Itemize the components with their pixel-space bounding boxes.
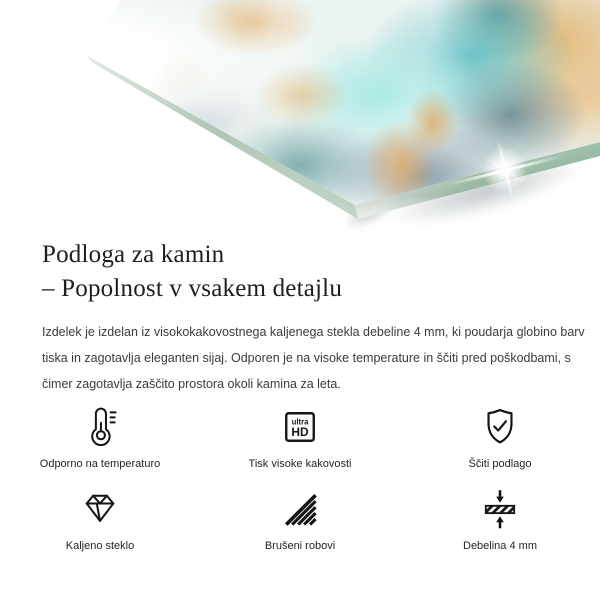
page-title — [42, 238, 600, 306]
feature-label: Brušeni robovi — [264, 540, 336, 552]
feature-item-tempered-glass — [0, 487, 200, 553]
polished-edges-icon — [278, 487, 322, 531]
ultra-hd-text-top: ultra — [291, 417, 309, 427]
thickness-icon — [478, 487, 522, 531]
feature-item-protection — [400, 405, 600, 471]
feature-label: Odporno na temperaturo — [39, 458, 161, 470]
page-title-line1: Podloga za kamin — [42, 241, 225, 268]
feature-label: Debelina 4 mm — [463, 540, 537, 552]
features-grid — [0, 405, 600, 553]
feature-item-polished-edges — [200, 487, 400, 553]
feature-label: Tisk visoke kakovosti — [248, 458, 352, 470]
page-title-line2: – Popolnost v vsakem detajlu — [42, 275, 343, 302]
feature-item-print-quality — [200, 405, 400, 471]
feature-label: Ščiti podlago — [468, 458, 532, 470]
ultra-hd-text-bottom: HD — [291, 425, 309, 440]
diamond-icon — [78, 487, 122, 531]
product-description: Izdelek je izdelan iz visokokakovostnega kaljenega stekla debeline 4 mm, ki poudarja globino barv tiska in zagotavlja eleganten sijaj. Odporen je na visoke temperature in ščiti pred poškodbami, s čimer zagotavlja zaščito prostora okoli kamina za leta. — [42, 325, 585, 391]
thermometer-icon — [78, 405, 122, 449]
feature-item-temperature — [0, 405, 200, 471]
product-photo — [0, 0, 600, 232]
ultra-hd-icon — [278, 405, 322, 449]
feature-item-thickness — [400, 487, 600, 553]
feature-label: Kaljeno steklo — [65, 540, 135, 552]
shield-check-icon — [478, 405, 522, 449]
